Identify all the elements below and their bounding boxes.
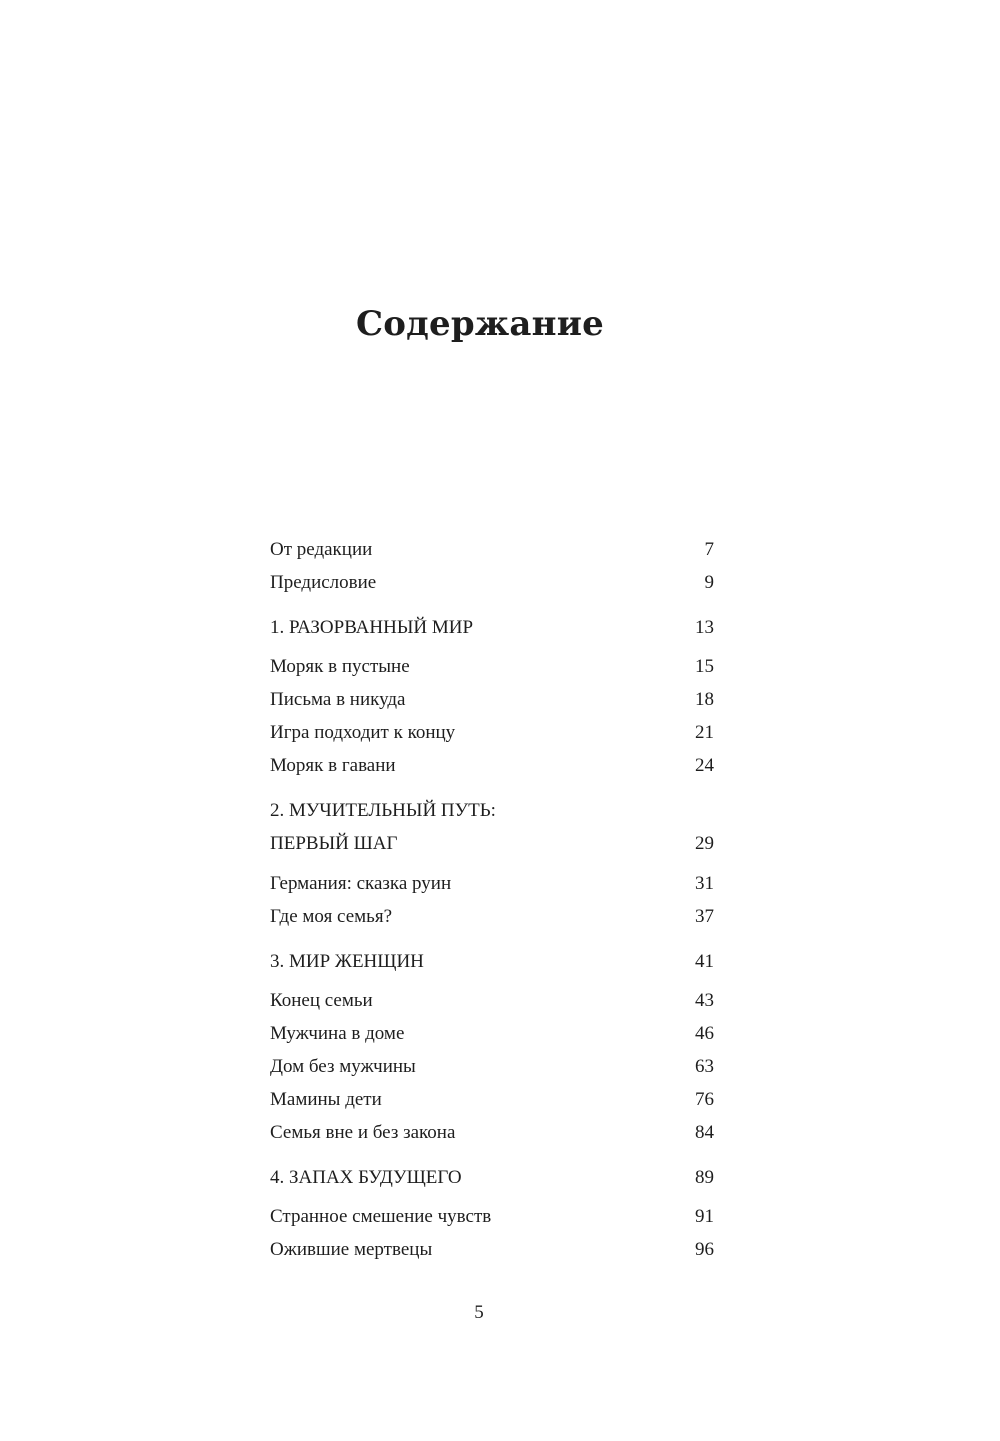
toc-entry-title: Моряк в гавани: [270, 755, 396, 776]
toc-entry-page: 13: [695, 617, 714, 638]
toc-part-heading: [270, 1163, 714, 1193]
toc-entry-title: Семья вне и без закона: [270, 1122, 456, 1143]
toc-entry-title: 1. РАЗОРВАННЫЙ МИР: [270, 617, 474, 638]
toc-entry: [270, 1118, 714, 1148]
toc-entry-page: 31: [695, 873, 714, 894]
toc-entry-page: 84: [695, 1122, 714, 1143]
toc-entry-page: 7: [704, 539, 714, 560]
toc-entry-title: Письма в никуда: [270, 689, 406, 710]
toc-part-heading: [270, 796, 714, 826]
toc-entry-title: Игра подходит к концу: [270, 722, 456, 743]
toc-entry-title: 4. ЗАПАХ БУДУЩЕГО: [270, 1167, 462, 1188]
toc-entry-title: Где моя семья?: [270, 906, 393, 927]
toc-entry-page: 91: [695, 1206, 714, 1227]
toc-entry: [270, 869, 714, 899]
toc-entry-title: Мужчина в доме: [270, 1023, 405, 1044]
toc-entry: [270, 751, 714, 781]
toc-entry: [270, 1235, 714, 1265]
toc-entry-page: 89: [695, 1167, 714, 1188]
toc-entry-title: Предисловие: [270, 572, 377, 593]
toc-entry-page: 46: [695, 1023, 714, 1044]
toc-part-heading: [270, 613, 714, 643]
toc-entry-page: 41: [695, 951, 714, 972]
toc-entry-title: Странное смешение чувств: [270, 1206, 492, 1227]
toc-entry-title: ПЕРВЫЙ ШАГ: [270, 833, 398, 854]
toc-entry: [270, 535, 714, 565]
toc-entry: [270, 652, 714, 682]
toc-entry-title: 3. МИР ЖЕНЩИН: [270, 951, 424, 972]
toc-entry: [270, 685, 714, 715]
toc-entry-page: 15: [695, 656, 714, 677]
toc-entry-page: 76: [695, 1089, 714, 1110]
toc-entry: [270, 1085, 714, 1115]
toc-entry-page: 63: [695, 1056, 714, 1077]
toc-entry: [270, 568, 714, 598]
page-number: 5: [474, 1302, 484, 1323]
toc-entry: [270, 718, 714, 748]
toc-entry-title: Дом без мужчины: [270, 1056, 416, 1077]
toc-entry: [270, 1019, 714, 1049]
toc-entry: [270, 1052, 714, 1082]
toc-entry-page: 24: [695, 755, 714, 776]
toc-part-heading: [270, 829, 714, 859]
toc-entry-title: Ожившие мертвецы: [270, 1239, 433, 1260]
toc-entry-title: Мамины дети: [270, 1089, 382, 1110]
toc-entry-title: Конец семьи: [270, 990, 373, 1011]
toc-entry-page: 29: [695, 833, 714, 854]
toc-entry: [270, 902, 714, 932]
toc-entry-page: 43: [695, 990, 714, 1011]
toc-entry-page: 18: [695, 689, 714, 710]
toc-entry-page: 9: [704, 572, 714, 593]
toc-entry: [270, 986, 714, 1016]
toc-entry-title: Моряк в пустыне: [270, 656, 410, 677]
toc-entry-title: От редакции: [270, 539, 373, 560]
toc-part-heading: [270, 947, 714, 977]
toc-entry-title: Германия: сказка руин: [270, 873, 452, 894]
table-of-contents: [270, 0, 714, 1441]
toc-entry-page: 21: [695, 722, 714, 743]
toc-entry: [270, 1202, 714, 1232]
toc-entry-page: 96: [695, 1239, 714, 1260]
toc-entry-title: 2. МУЧИТЕЛЬНЫЙ ПУТЬ:: [270, 800, 496, 821]
toc-entry-page: 37: [695, 906, 714, 927]
page-title: Содержание: [356, 304, 604, 344]
